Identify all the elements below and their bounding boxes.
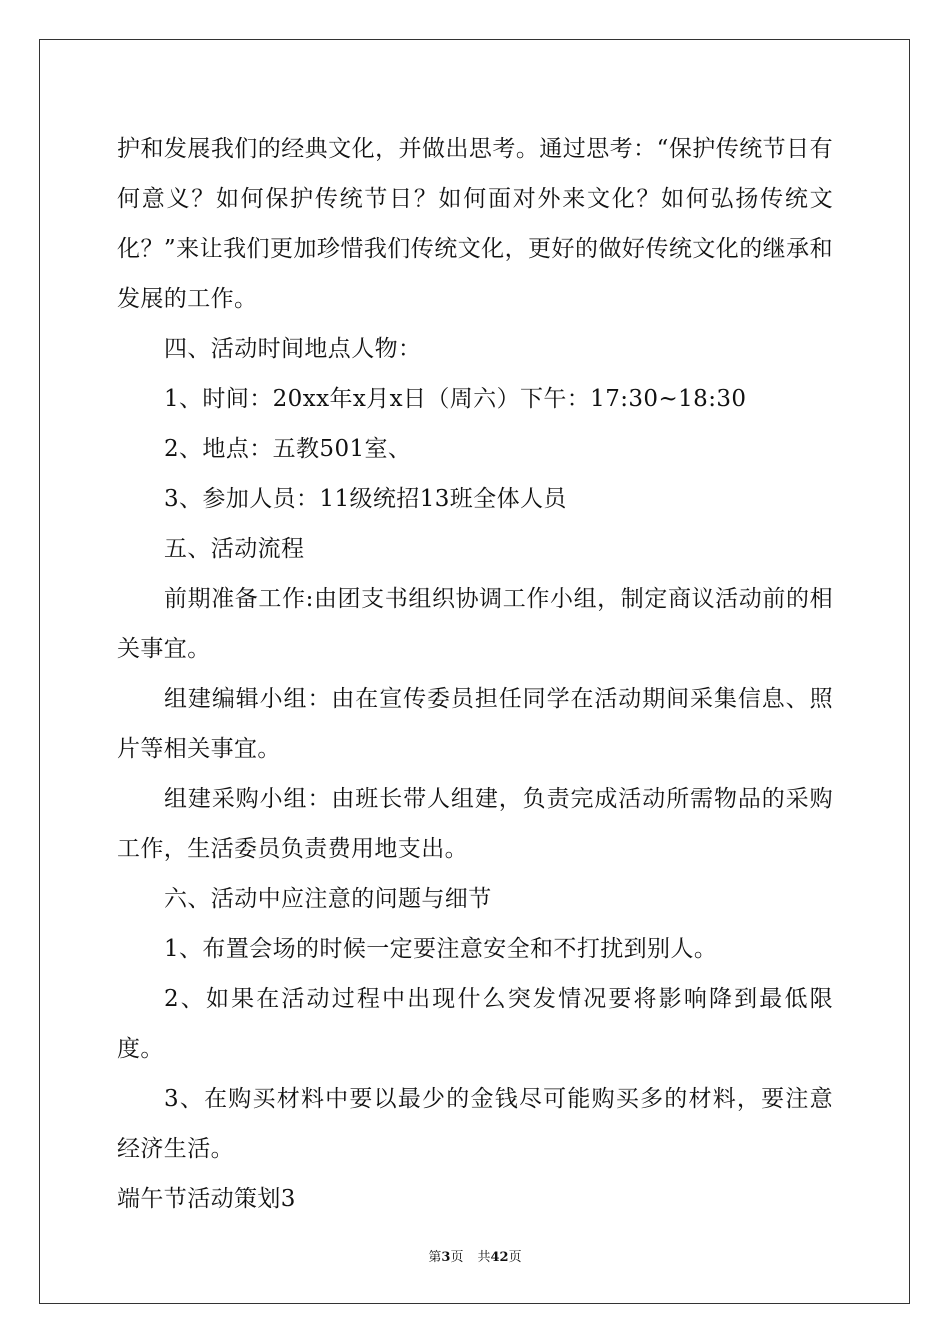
page-suffix: 页 (450, 1250, 464, 1265)
list-item-participants: 3、参加人员：11级统招13班全体人员 (164, 486, 567, 512)
paragraph-1: 护和发展我们的经典文化，并做出思考。通过思考：“保护传统节日有何意义？如何保护传统节日？如何面对外来文化？如何弘扬传统文化？”来让我们更加珍惜我们传统文化，更好的做好传统文化的继承和发展的工作。 (117, 136, 833, 312)
total-pages: 42 (490, 1250, 509, 1265)
section-heading-4: 四、活动时间地点人物： (164, 336, 422, 362)
list-item-note-1: 1、布置会场的时候一定要注意安全和不打扰到别人。 (164, 936, 718, 962)
section-heading-6: 六、活动中应注意的问题与细节 (164, 886, 492, 912)
next-section-title: 端午节活动策划3 (117, 1186, 296, 1212)
paragraph-purchasing-group: 组建采购小组：由班长带人组建，负责完成活动所需物品的采购工作，生活委员负责费用地支出。 (117, 786, 833, 862)
list-item-time: 1、时间：20xx年x月x日（周六）下午：17:30~18:30 (164, 386, 747, 412)
total-prefix: 共 (477, 1250, 491, 1265)
page-footer (0, 1246, 950, 1265)
list-item-note-3: 3、在购买材料中要以最少的金钱尽可能购买多的材料，要注意经济生活。 (117, 1086, 833, 1162)
page-prefix: 第 (428, 1250, 442, 1265)
paragraph-editing-group: 组建编辑小组：由在宣传委员担任同学在活动期间采集信息、照片等相关事宜。 (117, 686, 833, 762)
page-number: 3 (441, 1250, 451, 1265)
total-suffix: 页 (508, 1250, 522, 1265)
list-item-location: 2、地点：五教501室、 (164, 436, 412, 462)
list-item-note-2: 2、如果在活动过程中出现什么突发情况要将影响降到最低限度。 (117, 986, 833, 1062)
document-body (117, 124, 833, 1224)
section-heading-5: 五、活动流程 (164, 536, 305, 562)
paragraph-preparation: 前期准备工作:由团支书组织协调工作小组，制定商议活动前的相关事宜。 (117, 586, 833, 662)
